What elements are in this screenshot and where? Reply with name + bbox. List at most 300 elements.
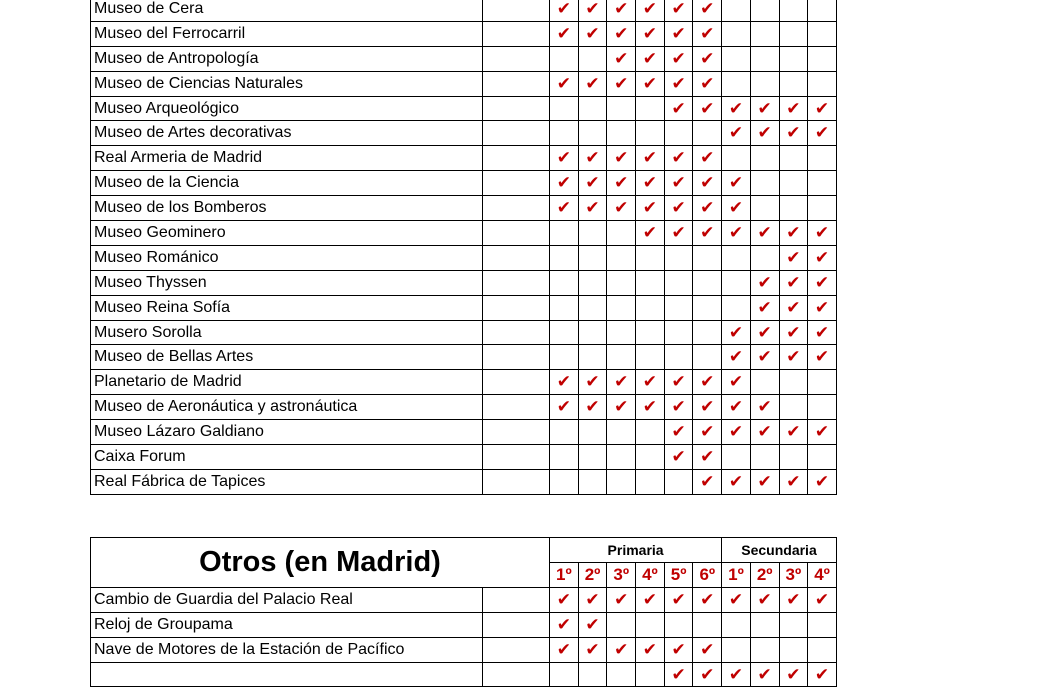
empty-cell (550, 96, 579, 121)
empty-cell (636, 445, 665, 470)
check-icon: ✔ (750, 587, 779, 612)
empty-cell (779, 46, 808, 71)
empty-cell (550, 469, 579, 494)
empty-cell (578, 96, 607, 121)
check-icon: ✔ (779, 221, 808, 246)
empty-cell (750, 71, 779, 96)
check-icon: ✔ (664, 445, 693, 470)
table-row (91, 445, 837, 470)
check-icon: ✔ (607, 395, 636, 420)
row-name: Museo de la Ciencia (91, 171, 483, 196)
check-icon: ✔ (750, 121, 779, 146)
check-icon: ✔ (693, 196, 722, 221)
check-icon: ✔ (693, 46, 722, 71)
empty-cell (578, 345, 607, 370)
check-icon: ✔ (693, 146, 722, 171)
empty-cell (779, 445, 808, 470)
check-icon: ✔ (664, 420, 693, 445)
row-name: Museo de Bellas Artes (91, 345, 483, 370)
empty-cell (607, 221, 636, 246)
empty-cell (636, 96, 665, 121)
blank-cell (483, 121, 550, 146)
blank-cell (483, 395, 550, 420)
group-primaria: Primaria (550, 538, 722, 563)
check-icon: ✔ (578, 71, 607, 96)
check-icon: ✔ (808, 420, 837, 445)
check-icon: ✔ (607, 71, 636, 96)
empty-cell (578, 121, 607, 146)
empty-cell (808, 146, 837, 171)
empty-cell (722, 637, 751, 662)
check-icon: ✔ (607, 146, 636, 171)
check-icon: ✔ (808, 245, 837, 270)
empty-cell (664, 270, 693, 295)
row-name: Museo Thyssen (91, 270, 483, 295)
blank-cell (483, 146, 550, 171)
empty-cell (808, 637, 837, 662)
check-icon: ✔ (722, 370, 751, 395)
empty-cell (779, 196, 808, 221)
row-name: Museo de Antropología (91, 46, 483, 71)
check-icon: ✔ (664, 0, 693, 21)
empty-cell (750, 0, 779, 21)
check-icon: ✔ (664, 146, 693, 171)
check-icon: ✔ (693, 637, 722, 662)
empty-cell (750, 445, 779, 470)
check-icon: ✔ (693, 662, 722, 687)
empty-cell (607, 270, 636, 295)
check-icon: ✔ (722, 171, 751, 196)
empty-cell (779, 395, 808, 420)
table-row (91, 637, 837, 662)
table-row (91, 469, 837, 494)
empty-cell (664, 469, 693, 494)
row-name: Nave de Motores de la Estación de Pacífico (91, 637, 483, 662)
empty-cell (808, 0, 837, 21)
blank-cell (483, 0, 550, 21)
check-icon: ✔ (693, 71, 722, 96)
level-header: 2º (750, 563, 779, 588)
blank-cell (483, 71, 550, 96)
table-row (91, 370, 837, 395)
check-icon: ✔ (722, 221, 751, 246)
check-icon: ✔ (550, 637, 579, 662)
check-icon: ✔ (779, 345, 808, 370)
empty-cell (664, 345, 693, 370)
check-icon: ✔ (750, 420, 779, 445)
check-icon: ✔ (808, 587, 837, 612)
check-icon: ✔ (779, 320, 808, 345)
blank-cell (483, 171, 550, 196)
check-icon: ✔ (808, 96, 837, 121)
empty-cell (808, 196, 837, 221)
empty-cell (636, 420, 665, 445)
empty-cell (693, 121, 722, 146)
empty-cell (693, 320, 722, 345)
empty-cell (750, 146, 779, 171)
empty-cell (607, 345, 636, 370)
check-icon: ✔ (722, 196, 751, 221)
group-secundaria: Secundaria (722, 538, 837, 563)
empty-cell (550, 46, 579, 71)
check-icon: ✔ (693, 221, 722, 246)
empty-cell (779, 612, 808, 637)
empty-cell (607, 445, 636, 470)
blank-cell (483, 612, 550, 637)
check-icon: ✔ (750, 96, 779, 121)
table-row (91, 320, 837, 345)
check-icon: ✔ (693, 469, 722, 494)
check-icon: ✔ (550, 370, 579, 395)
table-row (91, 121, 837, 146)
empty-cell (578, 46, 607, 71)
row-name: Museo de los Bomberos (91, 196, 483, 221)
check-icon: ✔ (636, 587, 665, 612)
table-row (91, 171, 837, 196)
empty-cell (578, 295, 607, 320)
check-icon: ✔ (664, 21, 693, 46)
check-icon: ✔ (607, 370, 636, 395)
check-icon: ✔ (693, 370, 722, 395)
check-icon: ✔ (808, 121, 837, 146)
level-header: 1º (550, 563, 579, 588)
empty-cell (808, 445, 837, 470)
check-icon: ✔ (693, 0, 722, 21)
level-header: 4º (636, 563, 665, 588)
empty-cell (636, 121, 665, 146)
blank-cell (483, 370, 550, 395)
check-icon: ✔ (550, 146, 579, 171)
empty-cell (578, 320, 607, 345)
check-icon: ✔ (607, 46, 636, 71)
blank-cell (483, 637, 550, 662)
empty-cell (607, 612, 636, 637)
blank-cell (483, 469, 550, 494)
check-icon: ✔ (750, 469, 779, 494)
empty-cell (808, 21, 837, 46)
empty-cell (750, 612, 779, 637)
empty-cell (664, 295, 693, 320)
table-row (91, 245, 837, 270)
check-icon: ✔ (664, 637, 693, 662)
check-icon: ✔ (636, 395, 665, 420)
check-icon: ✔ (607, 637, 636, 662)
check-icon: ✔ (750, 345, 779, 370)
empty-cell (808, 71, 837, 96)
check-icon: ✔ (578, 370, 607, 395)
check-icon: ✔ (550, 71, 579, 96)
empty-cell (607, 420, 636, 445)
blank-cell (483, 21, 550, 46)
empty-cell (636, 270, 665, 295)
empty-cell (722, 0, 751, 21)
empty-cell (722, 245, 751, 270)
empty-cell (550, 295, 579, 320)
row-name: Planetario de Madrid (91, 370, 483, 395)
check-icon: ✔ (636, 370, 665, 395)
table-row (91, 221, 837, 246)
level-header: 3º (779, 563, 808, 588)
table-row (91, 295, 837, 320)
empty-cell (664, 612, 693, 637)
empty-cell (550, 121, 579, 146)
check-icon: ✔ (693, 96, 722, 121)
empty-cell (550, 245, 579, 270)
empty-cell (779, 21, 808, 46)
empty-cell (722, 270, 751, 295)
empty-cell (607, 121, 636, 146)
row-name: Museo Románico (91, 245, 483, 270)
table-row (91, 146, 837, 171)
check-icon: ✔ (693, 420, 722, 445)
empty-cell (636, 295, 665, 320)
empty-cell (664, 245, 693, 270)
empty-cell (808, 46, 837, 71)
check-icon: ✔ (693, 587, 722, 612)
check-icon: ✔ (722, 320, 751, 345)
empty-cell (693, 245, 722, 270)
empty-cell (578, 420, 607, 445)
empty-cell (578, 270, 607, 295)
table-row (91, 612, 837, 637)
row-name: Musero Sorolla (91, 320, 483, 345)
empty-cell (550, 270, 579, 295)
check-icon: ✔ (779, 662, 808, 687)
museums-table (90, 0, 837, 495)
table-row (91, 395, 837, 420)
check-icon: ✔ (550, 196, 579, 221)
check-icon: ✔ (607, 587, 636, 612)
otros-table (90, 537, 837, 687)
check-icon: ✔ (578, 395, 607, 420)
empty-cell (578, 221, 607, 246)
check-icon: ✔ (550, 0, 579, 21)
check-icon: ✔ (664, 171, 693, 196)
row-name: Museo de Ciencias Naturales (91, 71, 483, 96)
blank-cell (483, 270, 550, 295)
check-icon: ✔ (750, 320, 779, 345)
check-icon: ✔ (550, 612, 579, 637)
check-icon: ✔ (808, 320, 837, 345)
blank-cell (483, 587, 550, 612)
empty-cell (550, 320, 579, 345)
check-icon: ✔ (693, 171, 722, 196)
check-icon: ✔ (750, 395, 779, 420)
check-icon: ✔ (750, 270, 779, 295)
check-icon: ✔ (636, 71, 665, 96)
empty-cell (779, 0, 808, 21)
check-icon: ✔ (693, 395, 722, 420)
row-name: Real Fábrica de Tapices (91, 469, 483, 494)
check-icon: ✔ (550, 587, 579, 612)
row-name: Real Armeria de Madrid (91, 146, 483, 171)
empty-cell (750, 196, 779, 221)
row-name: Museo del Ferrocarril (91, 21, 483, 46)
check-icon: ✔ (808, 221, 837, 246)
table-row (91, 96, 837, 121)
table-row (91, 196, 837, 221)
empty-cell (779, 637, 808, 662)
empty-cell (750, 637, 779, 662)
check-icon: ✔ (664, 71, 693, 96)
row-name: Museo Lázaro Galdiano (91, 420, 483, 445)
empty-cell (779, 370, 808, 395)
empty-cell (779, 171, 808, 196)
museums-table-body (91, 0, 837, 494)
check-icon: ✔ (636, 21, 665, 46)
otros-header-row (91, 538, 837, 563)
check-icon: ✔ (779, 121, 808, 146)
check-icon: ✔ (722, 395, 751, 420)
level-header: 1º (722, 563, 751, 588)
check-icon: ✔ (750, 662, 779, 687)
blank-cell (483, 196, 550, 221)
check-icon: ✔ (722, 420, 751, 445)
empty-cell (636, 320, 665, 345)
check-icon: ✔ (722, 96, 751, 121)
check-icon: ✔ (722, 121, 751, 146)
check-icon: ✔ (636, 637, 665, 662)
empty-cell (722, 445, 751, 470)
check-icon: ✔ (578, 146, 607, 171)
check-icon: ✔ (578, 637, 607, 662)
check-icon: ✔ (722, 345, 751, 370)
row-name: Caixa Forum (91, 445, 483, 470)
check-icon: ✔ (664, 96, 693, 121)
empty-cell (578, 445, 607, 470)
check-icon: ✔ (779, 587, 808, 612)
empty-cell (722, 295, 751, 320)
empty-cell (722, 146, 751, 171)
check-icon: ✔ (779, 270, 808, 295)
check-icon: ✔ (664, 395, 693, 420)
check-icon: ✔ (664, 196, 693, 221)
blank-cell (483, 96, 550, 121)
table-row (91, 46, 837, 71)
row-name: Museo de Artes decorativas (91, 121, 483, 146)
table-row (91, 345, 837, 370)
check-icon: ✔ (722, 662, 751, 687)
table-row (91, 0, 837, 21)
empty-cell (578, 469, 607, 494)
level-header: 6º (693, 563, 722, 588)
check-icon: ✔ (578, 0, 607, 21)
empty-cell (664, 121, 693, 146)
empty-cell (550, 420, 579, 445)
check-icon: ✔ (636, 171, 665, 196)
check-icon: ✔ (750, 221, 779, 246)
check-icon: ✔ (636, 0, 665, 21)
otros-title: Otros (en Madrid) (91, 538, 550, 588)
empty-cell (578, 245, 607, 270)
check-icon: ✔ (607, 196, 636, 221)
check-icon: ✔ (779, 295, 808, 320)
check-icon: ✔ (607, 21, 636, 46)
check-icon: ✔ (779, 96, 808, 121)
check-icon: ✔ (722, 469, 751, 494)
empty-cell (550, 221, 579, 246)
check-icon: ✔ (808, 295, 837, 320)
empty-cell (808, 612, 837, 637)
empty-cell (607, 320, 636, 345)
empty-cell (607, 96, 636, 121)
empty-cell (808, 370, 837, 395)
row-name: Museo de Cera (91, 0, 483, 21)
row-name: Museo Reina Sofía (91, 295, 483, 320)
empty-cell (808, 395, 837, 420)
empty-cell (636, 469, 665, 494)
check-icon: ✔ (550, 395, 579, 420)
empty-cell (750, 46, 779, 71)
table-row (91, 21, 837, 46)
row-name: Reloj de Groupama (91, 612, 483, 637)
table-row (91, 71, 837, 96)
empty-cell (607, 469, 636, 494)
check-icon: ✔ (664, 662, 693, 687)
empty-cell (550, 445, 579, 470)
check-icon: ✔ (550, 21, 579, 46)
check-icon: ✔ (779, 245, 808, 270)
level-header: 5º (664, 563, 693, 588)
empty-cell (693, 270, 722, 295)
check-icon: ✔ (750, 295, 779, 320)
row-name: Museo de Aeronáutica y astronáutica (91, 395, 483, 420)
check-icon: ✔ (664, 46, 693, 71)
check-icon: ✔ (578, 587, 607, 612)
blank-cell (483, 420, 550, 445)
empty-cell (607, 245, 636, 270)
empty-cell (722, 71, 751, 96)
empty-cell (607, 295, 636, 320)
empty-cell (550, 345, 579, 370)
row-name: Museo Arqueológico (91, 96, 483, 121)
check-icon: ✔ (664, 370, 693, 395)
empty-cell (693, 295, 722, 320)
empty-cell (636, 612, 665, 637)
empty-cell (750, 245, 779, 270)
blank-cell (483, 445, 550, 470)
otros-table-body (91, 538, 837, 687)
blank-cell (483, 221, 550, 246)
check-icon: ✔ (779, 420, 808, 445)
check-icon: ✔ (808, 345, 837, 370)
empty-cell (722, 46, 751, 71)
check-icon: ✔ (636, 46, 665, 71)
table-row (91, 420, 837, 445)
empty-cell (693, 345, 722, 370)
check-icon: ✔ (607, 0, 636, 21)
blank-cell (483, 46, 550, 71)
empty-cell (750, 21, 779, 46)
check-icon: ✔ (578, 171, 607, 196)
check-icon: ✔ (550, 171, 579, 196)
check-icon: ✔ (722, 587, 751, 612)
check-icon: ✔ (578, 612, 607, 637)
row-name: Museo Geominero (91, 221, 483, 246)
empty-cell (722, 21, 751, 46)
check-icon: ✔ (578, 21, 607, 46)
level-header: 3º (607, 563, 636, 588)
empty-cell (808, 171, 837, 196)
check-icon: ✔ (664, 221, 693, 246)
blank-cell (483, 245, 550, 270)
blank-cell (483, 295, 550, 320)
empty-cell (750, 171, 779, 196)
empty-cell (722, 612, 751, 637)
check-icon: ✔ (607, 171, 636, 196)
level-header: 2º (578, 563, 607, 588)
check-icon: ✔ (808, 469, 837, 494)
